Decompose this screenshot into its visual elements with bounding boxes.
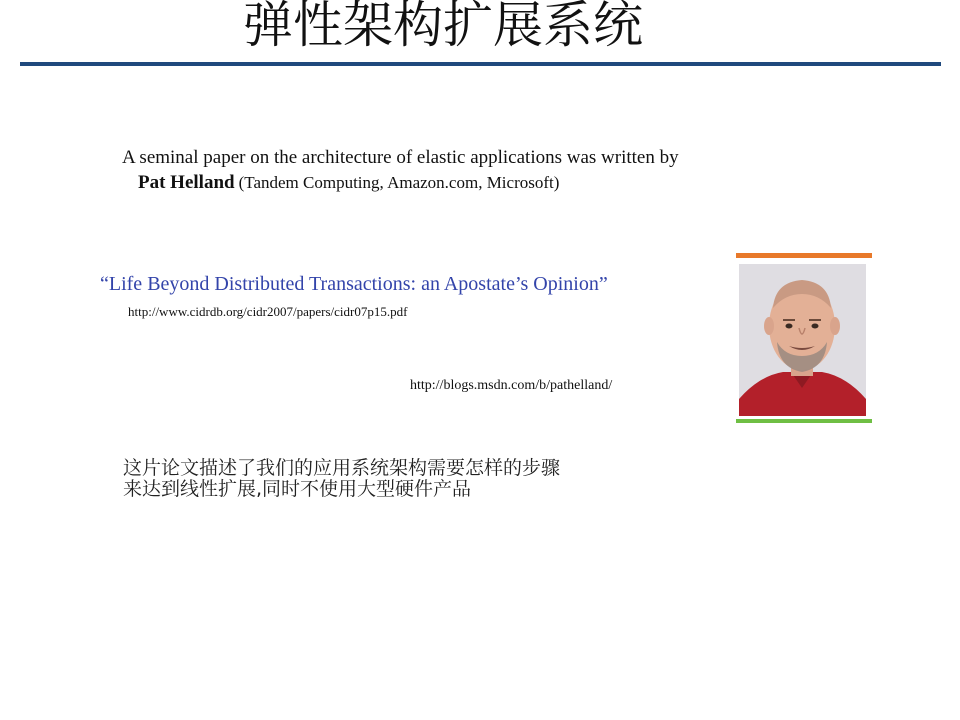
blog-url[interactable]: http://blogs.msdn.com/b/pathelland/: [410, 378, 613, 393]
photo-top-bar: [736, 253, 872, 258]
summary-line-2: 来达到线性扩展,同时不使用大型硬件产品: [123, 478, 472, 500]
summary-line-1: 这片论文描述了我们的应用系统架构需要怎样的步骤: [123, 457, 561, 479]
paper-title: “Life Beyond Distributed Transactions: an Apostate’s Opinion”: [100, 273, 608, 295]
title-divider: [20, 62, 941, 66]
paper-url[interactable]: http://www.cidrdb.org/cidr2007/papers/cidr07p15.pdf: [128, 304, 408, 319]
intro-line-2: [138, 172, 559, 194]
photo-bottom-bar: [736, 419, 872, 423]
intro-line-1: A seminal paper on the architecture of elastic applications was written by: [122, 147, 679, 168]
author-name: Pat Helland: [138, 172, 235, 193]
slide-title: 弹性架构扩展系统: [243, 0, 643, 54]
author-affiliations: (Tandem Computing, Amazon.com, Microsoft): [238, 173, 560, 192]
author-portrait-icon: [739, 264, 866, 416]
author-photo: [736, 253, 872, 423]
